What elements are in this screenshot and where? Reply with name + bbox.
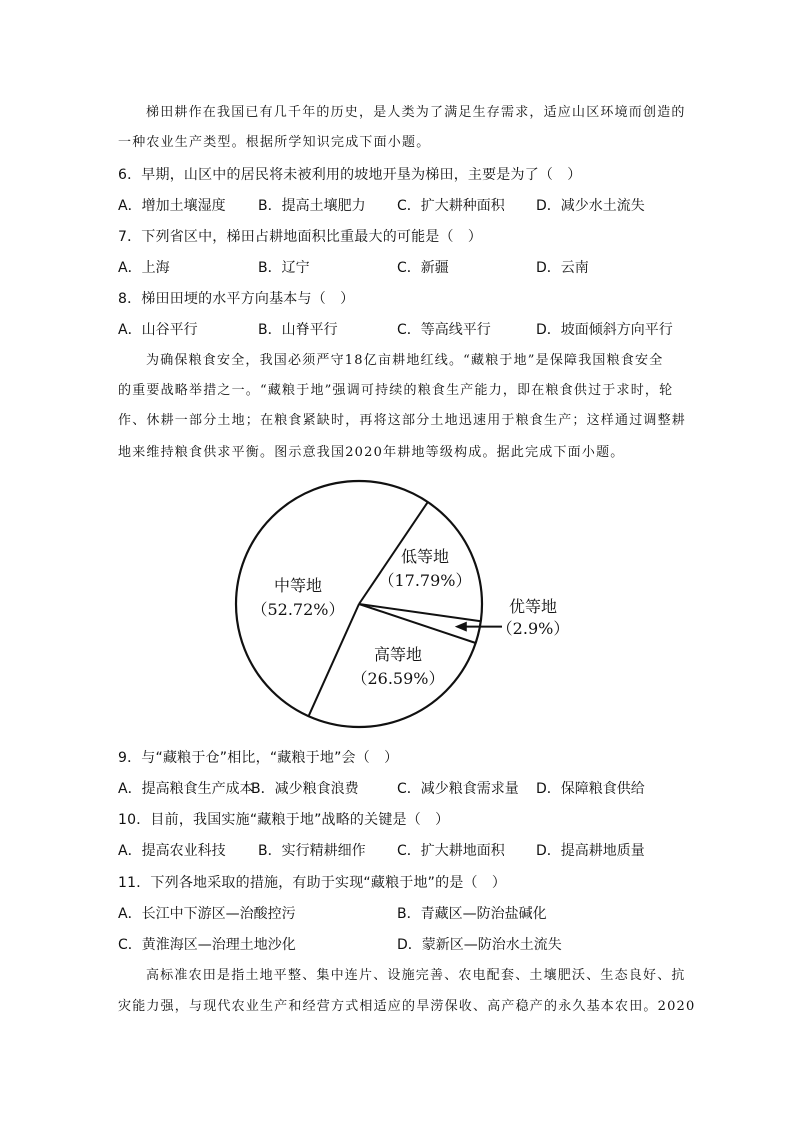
pie-slice-percent: （2.9%） [496, 619, 570, 638]
pie-slice-name: 低等地 [400, 547, 450, 566]
q8-option-a: A．山谷平行 [118, 322, 198, 338]
passage2-line2: 的重要战略举措之一。“藏粮于地”强调可持续的粮食生产能力，即在粮食供过于求时，轮 [118, 383, 674, 398]
question-9-stem: 9．与“藏粮于仓”相比，“藏粮于地”会（ ） [118, 750, 399, 766]
q9-option-a: A．提高粮食生产成本 [118, 781, 254, 797]
q11-option-a: A．长江中下游区—治酸控污 [118, 906, 296, 922]
passage2-line1: 为确保粮食安全，我国必须严守18亿亩耕地红线。“藏粮于地”是保障我国粮食安全 [146, 353, 664, 368]
q10-option-d: D．提高耕地质量 [536, 843, 645, 859]
q11-option-b: B．青藏区—防治盐碱化 [397, 906, 547, 922]
q10-option-a: A．提高农业科技 [118, 843, 226, 859]
q6-option-a: A．增加土壤湿度 [118, 198, 226, 214]
q10-option-b: B．实行精耕细作 [258, 843, 366, 859]
pie-slice-percent: （52.72%） [251, 600, 345, 619]
q7-option-a: A．上海 [118, 260, 170, 276]
question-8-stem: 8．梯田田埂的水平方向基本与（ ） [118, 291, 355, 307]
pie-slice-name: 高等地 [373, 645, 423, 664]
pie-slice-percent: （17.79%） [378, 571, 472, 590]
q8-option-d: D．坡面倾斜方向平行 [536, 322, 673, 338]
q8-option-b: B．山脊平行 [258, 322, 338, 338]
q9-option-c: C．减少粮食需求量 [397, 781, 519, 797]
q10-option-c: C．扩大耕地面积 [397, 843, 505, 859]
q11-option-c: C．黄淮海区—治理土地沙化 [118, 937, 296, 953]
q7-option-d: D．云南 [536, 260, 589, 276]
passage3-line1: 高标准农田是指土地平整、集中连片、设施完善、农电配套、土壤肥沃、生态良好、抗 [146, 968, 686, 983]
passage2-line3: 作、休耕一部分土地；在粮食紧缺时，再将这部分土地迅速用于粮食生产；这样通过调整耕 [118, 413, 687, 428]
passage1-line1: 梯田耕作在我国已有几千年的历史，是人类为了满足生存需求，适应山区环境而创造的 [146, 105, 686, 120]
passage1-line2: 一种农业生产类型。根据所学知识完成下面小题。 [118, 135, 431, 150]
q9-option-b: B．减少粮食浪费 [251, 781, 359, 797]
q8-option-c: C．等高线平行 [397, 322, 491, 338]
question-11-stem: 11．下列各地采取的措施，有助于实现“藏粮于地”的是（ ） [118, 875, 507, 891]
q7-option-b: B．辽宁 [258, 260, 310, 276]
q11-option-d: D．蒙新区—防治水土流失 [397, 937, 562, 953]
question-10-stem: 10．目前，我国实施“藏粮于地”战略的关键是（ ） [118, 812, 450, 828]
q6-option-c: C．扩大耕种面积 [397, 198, 505, 214]
pie-slice-name: 中等地 [273, 576, 323, 595]
passage3-line2: 灾能力强，与现代农业生产和经营方式相适应的旱涝保收、高产稳产的永久基本农田。2020 [118, 999, 696, 1014]
farmland-grade-pie-chart [230, 478, 570, 738]
q9-option-d: D．保障粮食供给 [536, 781, 645, 797]
q7-option-c: C．新疆 [397, 260, 449, 276]
pie-slice-percent: （26.59%） [351, 669, 445, 688]
pie-slice-name: 优等地 [508, 597, 558, 616]
passage2-line4: 地来维持粮食供求平衡。图示意我国2020年耕地等级构成。据此完成下面小题。 [118, 445, 625, 460]
q6-option-d: D．减少水土流失 [536, 198, 645, 214]
q6-option-b: B．提高土壤肥力 [258, 198, 366, 214]
question-6-stem: 6．早期，山区中的居民将未被利用的坡地开垦为梯田，主要是为了（ ） [118, 167, 582, 183]
question-7-stem: 7．下列省区中，梯田占耕地面积比重最大的可能是（ ） [118, 229, 483, 245]
